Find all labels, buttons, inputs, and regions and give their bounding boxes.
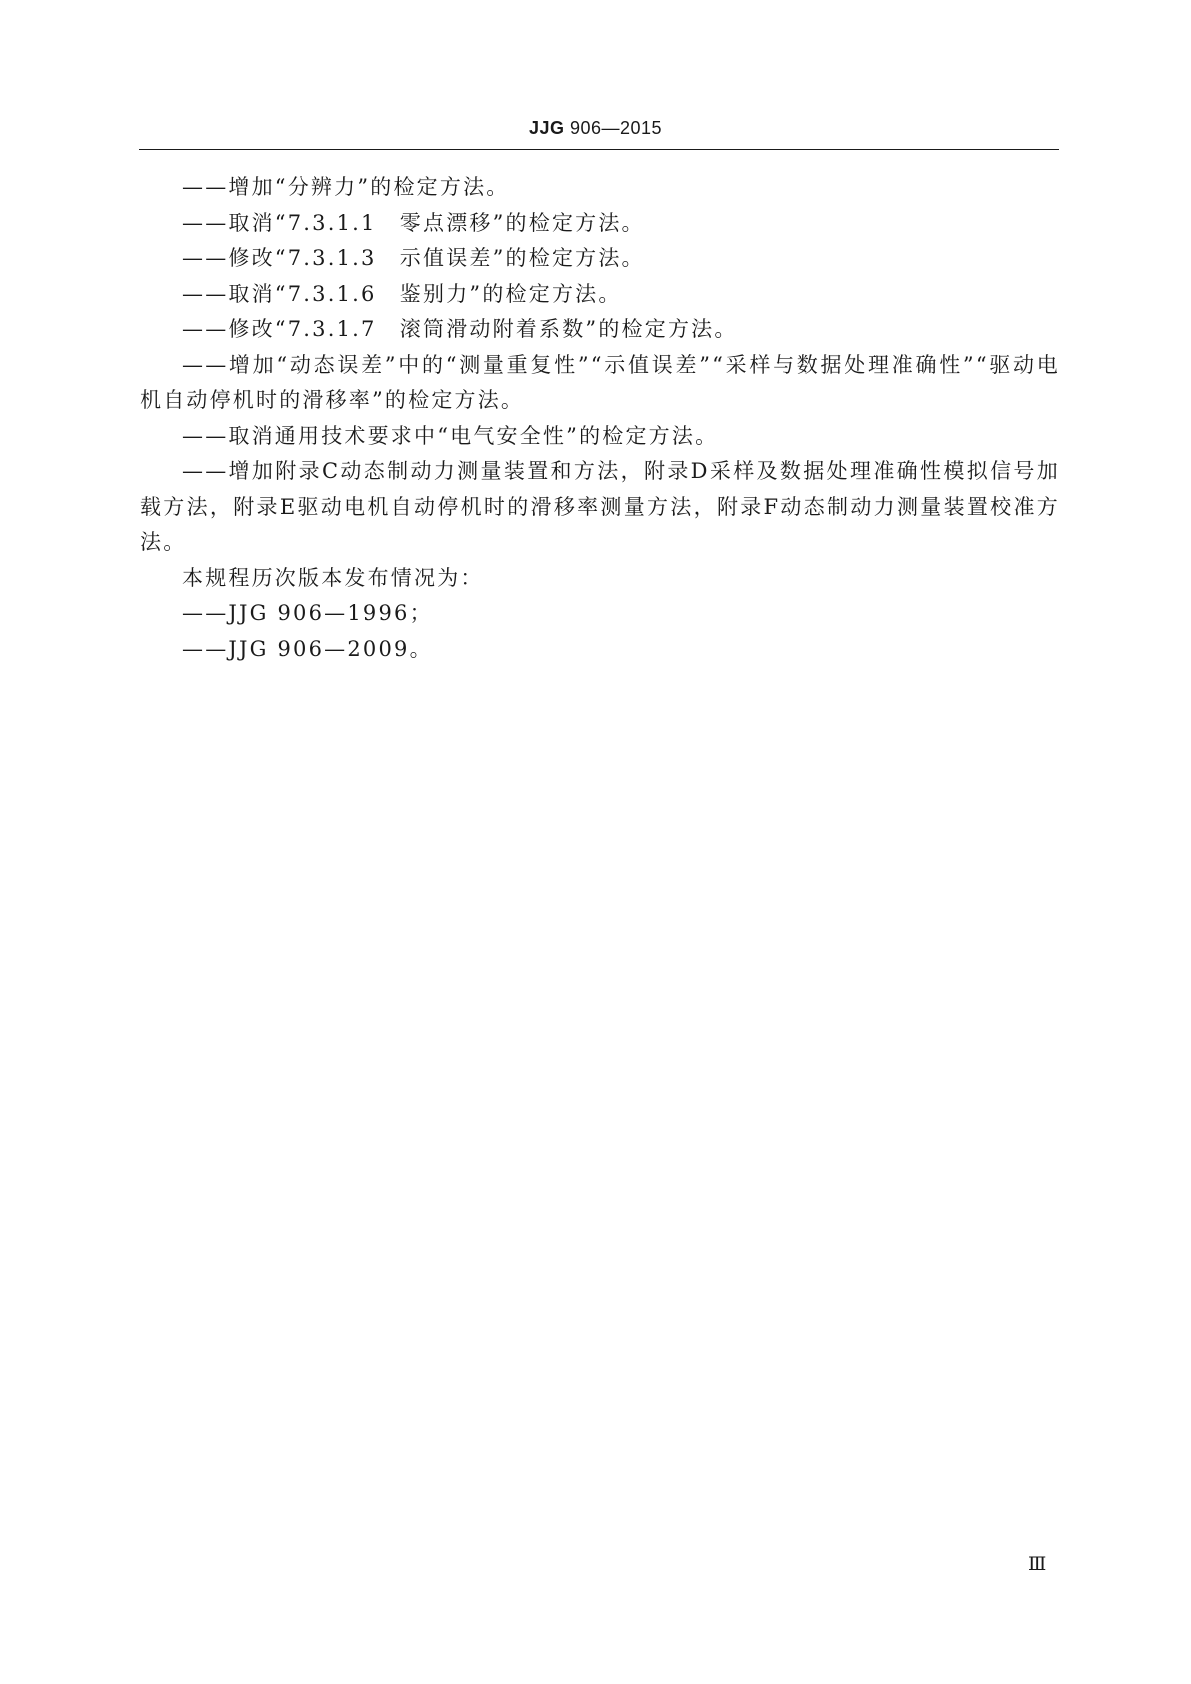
header-code-prefix: JJG	[528, 118, 565, 138]
paragraph-add-dynamic-error: ——增加“动态误差”中的“测量重复性”“示值误差”“采样与数据处理准确性”“驱动电机自动停机时的滑移率”的检定方法。	[140, 352, 1060, 412]
paragraph-add-resolution: ——增加“分辨力”的检定方法。	[182, 175, 510, 199]
paragraph-modify-roller-adhesion: ——修改“7.3.1.7 滚筒滑动附着系数”的检定方法。	[182, 317, 738, 341]
running-header	[0, 118, 1191, 139]
header-code-number: 906—2015	[564, 118, 663, 138]
paragraph-version-history-intro: 本规程历次版本发布情况为：	[182, 565, 484, 590]
paragraph-cancel-electrical-safety: ——取消通用技术要求中“电气安全性”的检定方法。	[182, 423, 719, 448]
paragraph-cancel-discrimination: ——取消“7.3.1.6 鉴别力”的检定方法。	[182, 281, 622, 306]
paragraph-modify-indication-error: ——修改“7.3.1.3 示值误差”的检定方法。	[182, 246, 645, 270]
paragraph-cancel-zero-drift: ——取消“7.3.1.1 零点漂移”的检定方法。	[182, 210, 645, 235]
paragraph-add-appendices: ——增加附录C动态制动力测量装置和方法，附录D采样及数据处理准确性模拟信号加载方法，附录E驱动电机自动停机时的滑移率测量方法，附录F动态制动力测量装置校准方法。	[140, 459, 1060, 554]
page-number: Ⅲ	[1028, 1553, 1047, 1575]
body-text	[140, 170, 1060, 667]
paragraph-version-2009: ——JJG 906—2009。	[182, 636, 433, 661]
paragraph-version-1996: ——JJG 906—1996；	[182, 601, 433, 625]
header-rule	[139, 149, 1059, 150]
